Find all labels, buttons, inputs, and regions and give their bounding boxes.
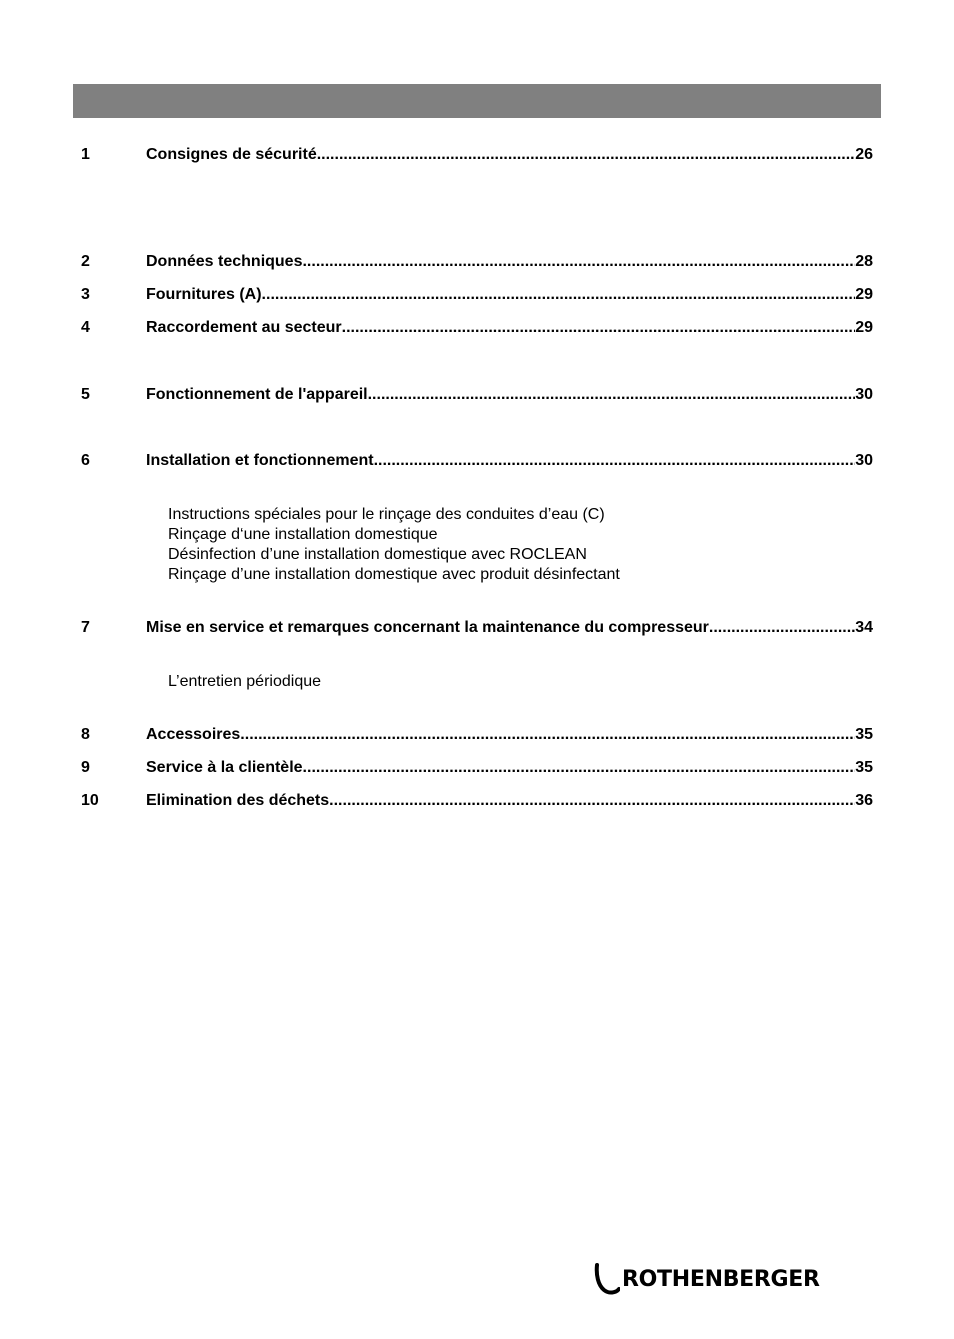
toc-entry-page: 30 (855, 386, 873, 403)
toc-entry-page: 29 (855, 319, 873, 336)
toc-subitem[interactable]: Rinçage d’une installation domestique avec produit désinfectant (168, 566, 620, 583)
toc-entry-7[interactable] (81, 618, 873, 638)
toc-subitem[interactable]: L’entretien périodique (168, 673, 322, 690)
toc-entry-page: 28 (855, 253, 873, 270)
toc-subitem[interactable]: Rinçage d‘une installation domestique (168, 526, 438, 543)
toc-entry-title: Mise en service et remarques concernant la maintenance du compresseur (146, 619, 709, 636)
toc-entry-1[interactable] (81, 145, 873, 165)
toc-entry-number: 5 (81, 386, 90, 403)
toc-entry-title: Installation et fonctionnement (146, 452, 374, 469)
toc-dot-leader (709, 618, 855, 638)
toc-entry-2[interactable] (81, 252, 873, 272)
toc-entry-number: 10 (81, 792, 99, 809)
toc-entry-title: Raccordement au secteur (146, 319, 342, 336)
rothenberger-logo (594, 1263, 834, 1297)
toc-entry-4[interactable] (81, 318, 873, 338)
toc-entry-page: 36 (855, 792, 873, 809)
header-bar (73, 84, 881, 118)
toc-subitem[interactable]: Désinfection d’une installation domestique avec ROCLEAN (168, 546, 587, 563)
toc-entry-number: 9 (81, 759, 90, 776)
toc-entry-number: 4 (81, 319, 90, 336)
toc-entry-title: Service à la clientèle (146, 759, 303, 776)
toc-dot-leader (317, 145, 855, 165)
toc-dot-leader (302, 252, 855, 272)
toc-entry-page: 30 (855, 452, 873, 469)
toc-dot-leader (342, 318, 856, 338)
toc-subitems-7 (168, 672, 321, 692)
rothenberger-hook-icon (594, 1261, 620, 1300)
toc-entry-page: 35 (855, 726, 873, 743)
toc-dot-leader (303, 758, 856, 778)
toc-entry-title: Fonctionnement de l'appareil (146, 386, 368, 403)
toc-entry-3[interactable] (81, 285, 873, 305)
toc-entry-5[interactable] (81, 385, 873, 405)
toc-dot-leader (240, 725, 855, 745)
toc-entry-page: 26 (855, 146, 873, 163)
toc-entry-title: Consignes de sécurité (146, 146, 317, 163)
toc-entry-page: 29 (855, 286, 873, 303)
toc-entry-10[interactable] (81, 791, 873, 811)
toc-entry-number: 3 (81, 286, 90, 303)
toc-entry-title: Fournitures (A) (146, 286, 262, 303)
toc-entry-number: 1 (81, 146, 90, 163)
toc-entry-6[interactable] (81, 451, 873, 471)
toc-entry-title: Accessoires (146, 726, 241, 743)
toc-dot-leader (368, 385, 856, 405)
toc-entry-page: 34 (855, 619, 873, 636)
logo-wordmark: ROTHENBERGER (622, 1267, 820, 1292)
toc-subitem[interactable]: Instructions spéciales pour le rinçage des conduites d’eau (C) (168, 506, 605, 523)
toc-entry-9[interactable] (81, 758, 873, 778)
toc-dot-leader (262, 285, 856, 305)
toc-entry-number: 6 (81, 452, 90, 469)
toc-entry-number: 2 (81, 253, 90, 270)
toc-entry-number: 8 (81, 726, 90, 743)
toc-entry-title: Données techniques (146, 253, 303, 270)
toc-subitems-6 (168, 505, 620, 585)
toc-dot-leader (374, 451, 856, 471)
toc-entry-title: Elimination des déchets (146, 792, 330, 809)
toc-entry-page: 35 (855, 759, 873, 776)
toc-entry-number: 7 (81, 619, 90, 636)
toc-dot-leader (329, 791, 855, 811)
toc-entry-8[interactable] (81, 725, 873, 745)
